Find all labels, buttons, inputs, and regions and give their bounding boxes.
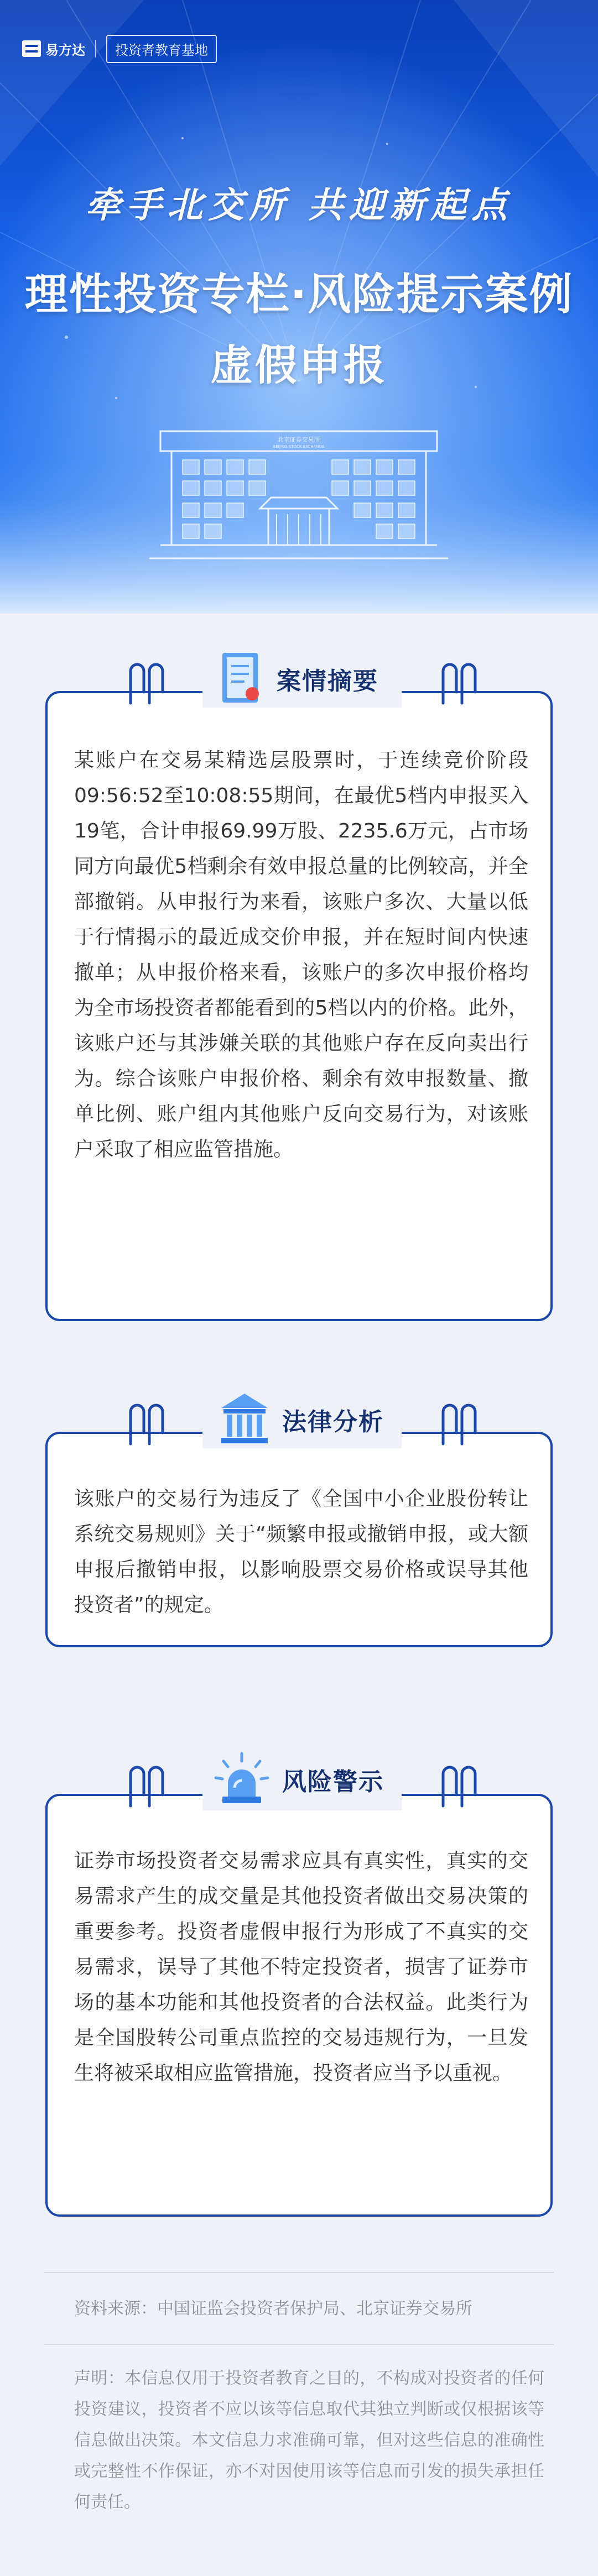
summary-card xyxy=(45,667,553,1321)
efund-logo-icon xyxy=(22,40,41,57)
page-title: 理性投资专栏·风险提示案例 xyxy=(24,270,574,320)
footer-divider xyxy=(44,2344,554,2345)
brand-tag: 投资者教育基地 xyxy=(106,35,217,63)
warning-title: 风险警示 xyxy=(282,1768,384,1796)
binder-rings-icon xyxy=(433,1762,483,1823)
building-sign-cn: 北京证券交易所 xyxy=(277,436,320,443)
legal-text: 该账户的交易行为违反了《全国中小企业股份转让系统交易规则》关于“频繁申报或撤销申报，或大额申报后撤销申报，以影响股票交易价格或误导其他投资者”的规定。 xyxy=(74,1488,528,1616)
alarm-siren-icon xyxy=(211,1749,272,1810)
building-sign-en: BEIJING STOCK EXCHANGE xyxy=(273,444,325,449)
courthouse-icon xyxy=(217,1389,272,1450)
brand-header xyxy=(22,33,217,64)
summary-title: 案情摘要 xyxy=(277,667,378,695)
binder-rings-icon xyxy=(121,1762,170,1823)
warning-heading xyxy=(211,1746,384,1813)
binder-rings-icon xyxy=(433,1400,483,1460)
footer-divider xyxy=(44,2272,554,2273)
source-note: 资料来源：中国证监会投资者保护局、北京证券交易所 xyxy=(74,2299,472,2318)
exchange-building-illustration xyxy=(149,426,448,564)
legal-card xyxy=(45,1408,553,1647)
summary-text: 某账户在交易某精选层股票时，于连续竞价阶段09:56:52至10:08:55期间，在最优5档内申报买入19笔，合计申报69.99万股、2235.6万元，占市场同方向最优5档剩余有效申报总量的比例较高，并全部撤销。从申报行为来看，该账户多次、大量以低于行情揭示的最近成交价申报，并在短时间内快速撤单；从申报价格来看，该账户的多次申报价格均为全市场投资者都能看到的5档以内的价格。此外，该账户还与其涉嫌关联的其他账户存在反向卖出行为。综合该账户申报价格、剩余有效申报数量、撤单比例、账户组内其他账户反向交易行为，对该账户采取了相应监管措施。 xyxy=(74,749,528,1161)
binder-rings-icon xyxy=(121,659,170,720)
building-sign xyxy=(270,436,327,452)
brand-logo-text: 易方达 xyxy=(45,42,85,58)
document-icon xyxy=(217,648,267,709)
warning-card xyxy=(45,1768,553,2217)
hero-banner xyxy=(0,0,598,614)
binder-rings-icon xyxy=(433,659,483,720)
legal-title: 法律分析 xyxy=(282,1408,384,1436)
brand-divider xyxy=(95,40,96,57)
legal-heading xyxy=(217,1386,384,1453)
brand-logo xyxy=(22,39,85,59)
hero-slogan: 牵手北交所 共迎新起点 xyxy=(85,185,513,226)
summary-heading xyxy=(217,646,378,712)
disclaimer-text: 声明：本信息仅用于投资者教育之目的，不构成对投资者的任何投资建议，投资者不应以该等信息取代其独立判断或仅根据该等信息做出决策。本文信息力求准确可靠，但对这些信息的准确性或完整性不作保证，亦不对因使用该等信息而引发的损失承担任何责任。 xyxy=(74,2369,544,2512)
page-subtitle: 虚假申报 xyxy=(210,341,388,390)
binder-rings-icon xyxy=(121,1400,170,1460)
warning-text: 证券市场投资者交易需求应具有真实性，真实的交易需求产生的成交量是其他投资者做出交易决策的重要参考。投资者虚假申报行为形成了不真实的交易需求，误导了其他不特定投资者，损害了证券市场的基本功能和其他投资者的合法权益。此类行为是全国股转公司重点监控的交易违规行为，一旦发生将被采取相应监管措施，投资者应当予以重视。 xyxy=(74,1850,528,2085)
